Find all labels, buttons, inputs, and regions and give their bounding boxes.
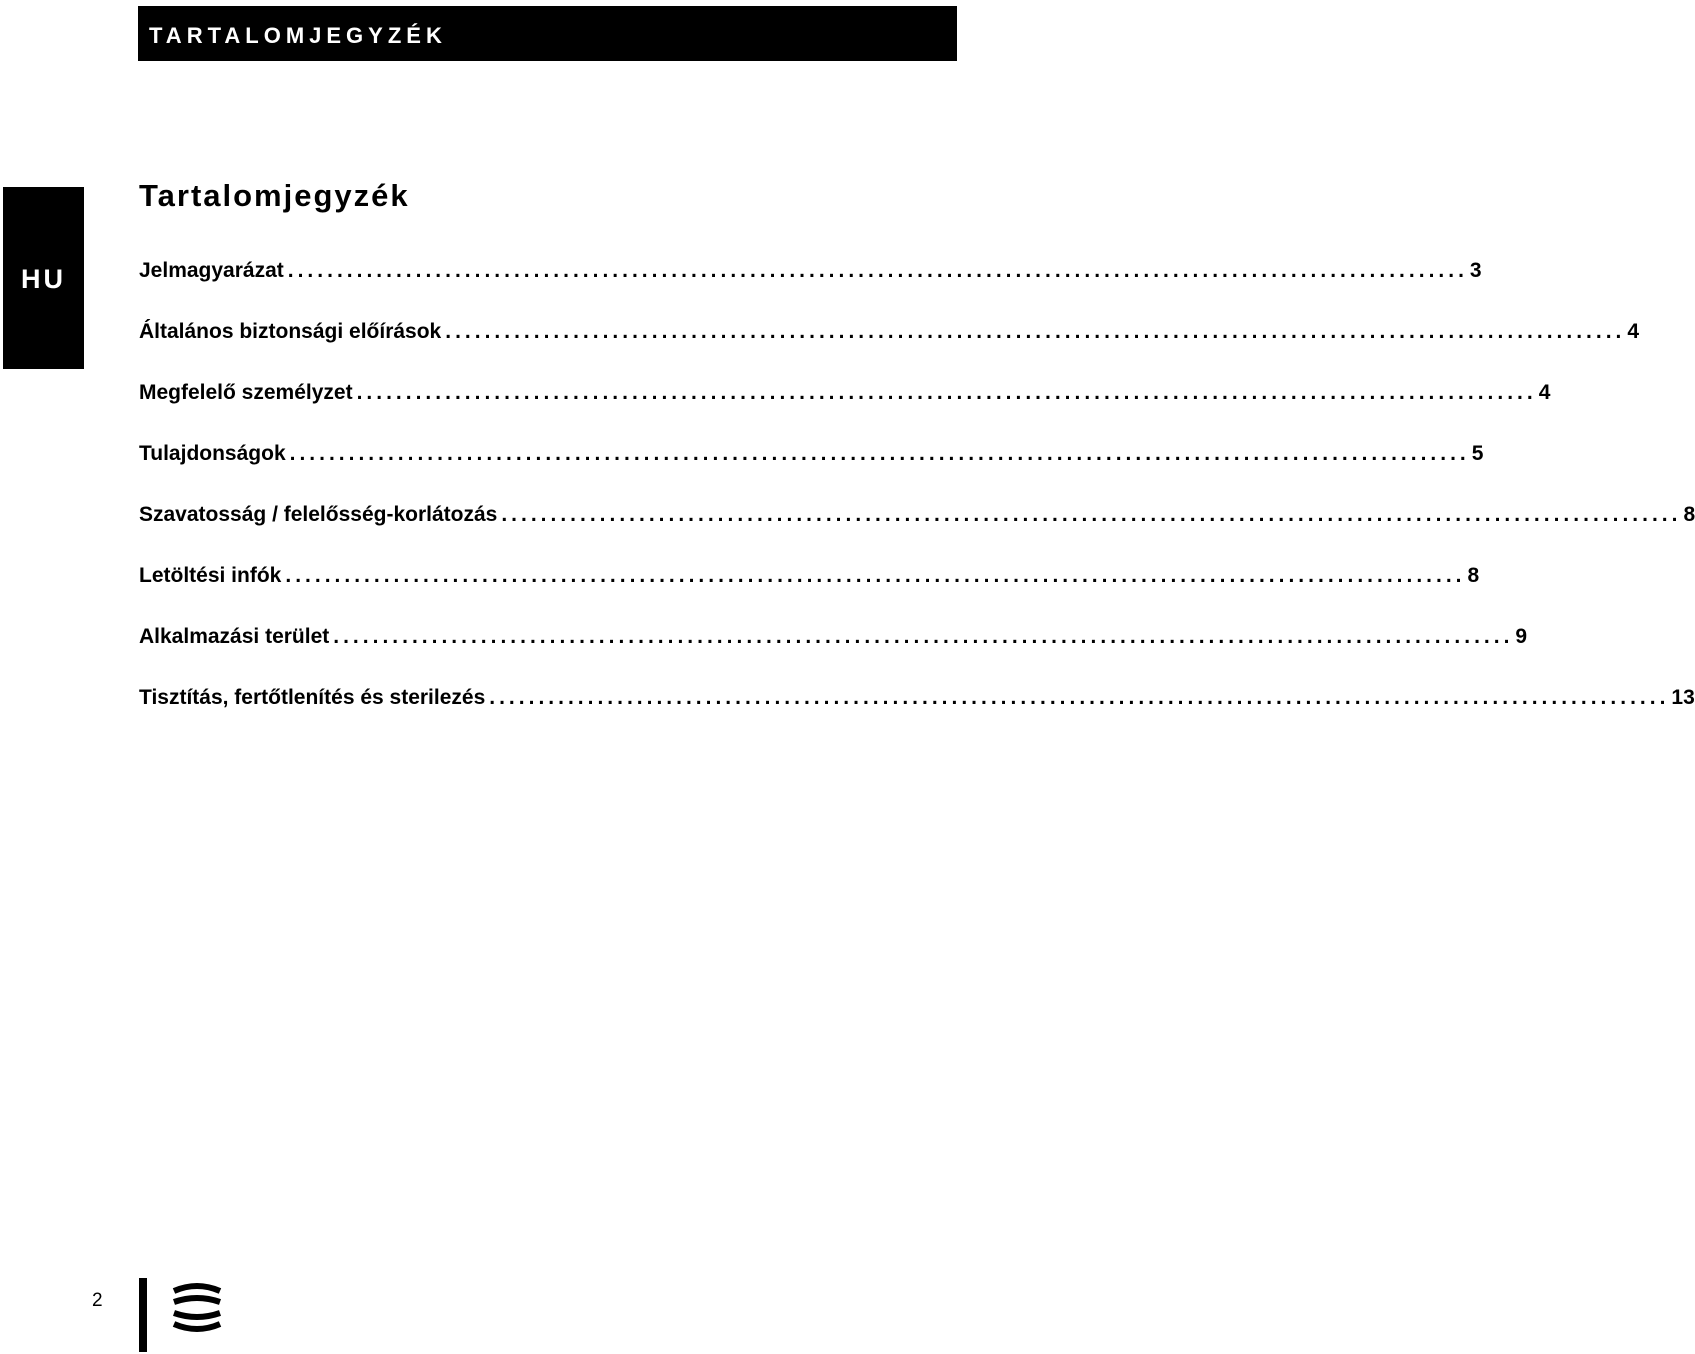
toc-leader-dots: ........................................................................................................................ — [501, 503, 1682, 526]
toc-leader-dots: ........................................................................................................................ — [287, 259, 1468, 282]
toc-entry-label: Jelmagyarázat — [139, 259, 284, 282]
toc-entry[interactable] — [139, 681, 1695, 742]
toc-entry-label: Szavatosság / felelősség-korlátozás — [139, 503, 498, 526]
brand-logo-icon — [170, 1282, 224, 1334]
toc-entry-page: 4 — [1627, 320, 1640, 343]
header-bar — [138, 6, 957, 61]
toc-leader-dots: ........................................................................................................................ — [489, 686, 1670, 709]
toc-entry-page: 8 — [1467, 564, 1480, 587]
toc-entry-label: Tisztítás, fertőtlenítés és sterilezés — [139, 686, 486, 709]
toc-entry-label: Tulajdonságok — [139, 442, 286, 465]
toc-entry-page: 13 — [1671, 686, 1695, 709]
toc-entry-label: Általános biztonsági előírások — [139, 320, 442, 343]
toc-list — [139, 254, 1695, 742]
toc-entry-label: Letöltési infók — [139, 564, 282, 587]
toc-entry[interactable] — [139, 498, 1695, 559]
toc-leader-dots: ........................................................................................................................ — [356, 381, 1537, 404]
toc-entry[interactable] — [139, 437, 1484, 498]
toc-entry-page: 5 — [1471, 442, 1484, 465]
footer-rule — [139, 1278, 147, 1352]
toc-entry[interactable] — [139, 559, 1480, 620]
toc-entry-label: Megfelelő személyzet — [139, 381, 353, 404]
toc-entry-page: 4 — [1538, 381, 1551, 404]
toc-entry-label: Alkalmazási terület — [139, 625, 330, 648]
page-number: 2 — [92, 1290, 103, 1311]
header-title: TARTALOMJEGYZÉK — [149, 23, 447, 48]
toc-entry[interactable] — [139, 315, 1640, 376]
toc-entry-page: 3 — [1469, 259, 1482, 282]
toc-entry[interactable] — [139, 376, 1551, 437]
toc-leader-dots: ........................................................................................................................ — [333, 625, 1514, 648]
language-tab — [3, 187, 84, 369]
toc-leader-dots: ........................................................................................................................ — [285, 564, 1466, 587]
toc-leader-dots: ........................................................................................................................ — [289, 442, 1470, 465]
toc-title: Tartalomjegyzék — [139, 178, 410, 213]
toc-entry[interactable] — [139, 254, 1482, 315]
toc-entry[interactable] — [139, 620, 1528, 681]
toc-entry-page: 9 — [1515, 625, 1528, 648]
toc-leader-dots: ........................................................................................................................ — [445, 320, 1626, 343]
toc-entry-page: 8 — [1683, 503, 1695, 526]
language-code: HU — [21, 263, 66, 294]
